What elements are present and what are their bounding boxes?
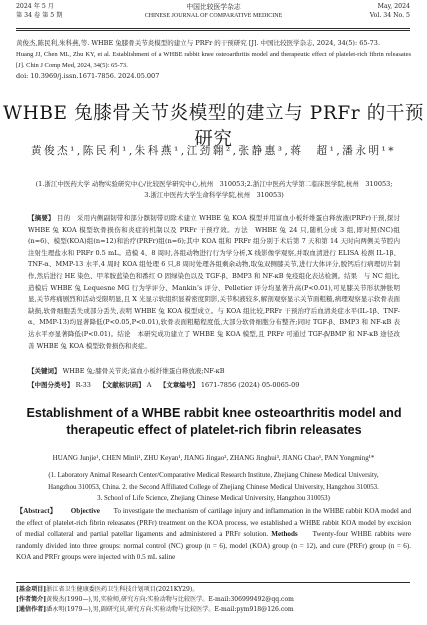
running-header — [0, 3, 427, 27]
footnotes — [16, 585, 416, 615]
affiliation-en — [18, 470, 409, 505]
objective-label: Objective — [70, 507, 100, 515]
clc-label: 【中图分类号】 — [28, 381, 74, 389]
header-volume: 第 34 卷 第 5 期 — [16, 12, 63, 19]
title-cn: WHBE 兔膝骨关节炎模型的建立与 PRFr 的干预研究 — [2, 103, 425, 150]
fund-label: [基金项目] — [16, 586, 47, 593]
methods-text: Twenty-four WHBE rabbits were randomly divided into three groups: normal control (NC) group (n = 6), model (KOA) group (n = 12), and cure (PRFr) group (n = 6). KOA and PRFr groups were injected with 0.5 mL saline — [16, 530, 411, 561]
clc-value: R-33 — [75, 381, 91, 389]
footnote-author — [16, 595, 416, 605]
keywords-cn-label: 【关键词】 — [28, 367, 61, 375]
citation-en: Huang JJ, Chen ML, Zhu KY, et al. Establishment of a WHBE rabbit knee osteoarthritis model and therapeutic effect of platelet-rich fibrin releasates [J]. Chin J Comp Med, 2024, 34(5): 65-73. — [16, 51, 411, 69]
header-rule-thin — [16, 28, 410, 29]
author-label: [作者简介] — [16, 596, 47, 603]
footnote-rule — [16, 582, 410, 583]
classification-line — [28, 380, 400, 391]
affiliation-cn-line: 3.浙江中医药大学生命科学学院,杭州 310053) — [144, 191, 284, 199]
footnote-fund — [16, 585, 416, 595]
header-volume-en: Vol. 34 No. 5 — [369, 12, 410, 19]
corr-text: 潘永明(1979—),男,副研究员,研究方向:实验动物与比较医学。E-mail:pym918@126.com — [46, 606, 294, 613]
authors-en: HUANG Junjie¹, CHEN Minli¹, ZHU Keyan¹, JIANG Jingao², ZHANG Jinghui³, JIANG Chao¹, PAN Yongming¹* — [52, 454, 375, 462]
footnote-corresponding — [16, 605, 416, 615]
doc-code-label: 【文献标识码】 — [99, 381, 145, 389]
abstract-en — [16, 506, 411, 564]
methods-label: Methods — [271, 530, 298, 538]
header-date: 2024 年 5 月 — [16, 3, 54, 10]
keywords-cn — [28, 366, 400, 377]
title-en: Establishment of a WHBE rabbit knee osteoarthritis model and therapeutic effect of platelet-rich fibrin releasates — [26, 406, 402, 437]
author-text: 黄俊杰(1990—),男,实验师,研究方向:实验动物与比较医学。E-mail:306999492@qq.com — [46, 596, 294, 603]
affiliation-en-line: 3. School of Life Science, Zhejiang Chinese Medical University, Hangzhou 310053) — [97, 495, 330, 502]
affiliation-en-line: Hangzhou 310053, China. 2. the Second Affiliated College of Zhejiang Chinese Medical University, Hangzhou 310053. — [48, 483, 379, 491]
abstract-en-label: 【Abstract】 — [16, 507, 57, 515]
affiliation-cn-line: (1.浙江中医药大学 动物实验研究中心/比较医学研究中心,杭州 310053;2.浙江中医药大学第二临床医学院,杭州 310053; — [35, 180, 393, 188]
doc-code-value: A — [146, 381, 152, 389]
citation-block — [16, 38, 411, 82]
citation-cn: 黄俊杰,陈民利,朱科燕,等. WHBE 兔膝骨关节炎模型的建立与 PRFr 的干预研究 [J]. 中国比较医学杂志, 2024, 34(5): 65-73. — [16, 39, 381, 47]
corr-label: [通信作者] — [16, 606, 47, 613]
header-date-en: May, 2024 — [377, 3, 410, 10]
abstract-cn — [28, 213, 400, 352]
journal-name-en: CHINESE JOURNAL OF COMPARATIVE MEDICINE — [144, 13, 283, 19]
article-id-value: 1671-7856 (2024) 05-0065-09 — [200, 381, 300, 389]
affiliation-cn — [22, 179, 406, 201]
authors-cn: 黄俊杰¹,陈民利¹,朱科燕¹,江劲翱²,张静惠³,蒋 超¹,潘永明¹* — [30, 145, 397, 157]
objective-text: To investigate the mechanism of cartilage injury and inflammation in the WHBE rabbit KOA model and the effect of platelet-rich fibrin releasates (PRFr) treatment on the KOA process, we established a WHBE rabbit KOA model by excision of medial collateral and partial patellar ligaments and administered a PRFr solution. — [16, 507, 411, 538]
fund-text: 浙江省卫生健康委医药卫生科技计划项目(2021KY29)。 — [46, 586, 199, 593]
article-id-label: 【文章编号】 — [159, 381, 199, 389]
affiliation-en-line: (1. Laboratory Animal Research Center/Comparative Medical Research Institute, Zhejiang Chinese Medical University, — [48, 472, 379, 479]
journal-name-cn: 中国比较医学杂志 — [186, 3, 241, 11]
keywords-cn-text: WHBE 兔;膝骨关节炎;富血小板纤维蛋白释放液;NF-κB — [62, 367, 225, 375]
abstract-cn-text: 目的 采用内侧副韧带和部分髌韧带切除术建立 WHBE 兔 KOA 模型并用富血小板纤维蛋白释放液(PRFr)干预,探讨 WHBE 兔 KOA 模型软骨损伤和炎症的机制以及 PRFr 干预疗效。方法 WHBE 兔 24 只,随机分成 3 组,即对照(NC)组(n=6)、模型(KOA)组(n=12)和治疗(PRFr)组(n=6);其中 KOA 组和 PRFr 组分别于术后第 7 天和第 14 天时向两侧关节腔内注射生理盐水和 PRFr 0.5 mL。造模 4、8 周时,各组动物进行行为学分析,X 线影像学观察,并取血清进行 ELISA 检测 IL-1β、TNF-α、MMP-13 水平,4 周时 KOA 组处理 6 只,8 周时处理各组剩余动物,取兔双侧膝关节,进行大体评分,脱钙后行病理切片制作,然后进行 HE 染色、甲苯胺蓝染色和番红 O 固绿染色以及 TGF-β、BMP3 和 NF-κB 免疫组化表达检测。结果 与 NC 组比,造模后 WHBE 兔 Lequesne MG 行为学评分、Mankin’s 评分、Pelletier 评分均显著升高(P<0.01),可见膝关节形状肿胀明显,关节疼痛剧烈和活动受限明显,且 X 光显示软组织显着密度阴影,关节积液较多,解剖观察显示关节面粗糙,病理观察显示软骨表面缺损,软骨细胞丢失或部分丢失,表明 WHBE 兔 KOA 模型成立。与 KOA 组比较,PRFr 干预治疗后血清炎症水平(IL-1β、TNF-α、MMP-13)均显著降低(P<0.05,P<0.01),软骨表面粗糙程度低,大部分软骨细胞分布整齐;同时 TGF-β、BMP3 和 NF-κB 表达水平亦显著降低(P<0.01)。结论 本研究成功建立了 WHBE 兔 KOA 模型,且 PRFr 可通过 TGF-β/BMP 和 NF-κB 途径改善 WHBE 兔 KOA 模型软骨损伤和炎症。 — [28, 214, 400, 350]
abstract-cn-label: 【摘要】 — [28, 214, 55, 222]
header-rule-thick — [16, 30, 410, 31]
citation-doi: doi: 10.3969/j.issn.1671-7856. 2024.05.007 — [16, 72, 160, 80]
